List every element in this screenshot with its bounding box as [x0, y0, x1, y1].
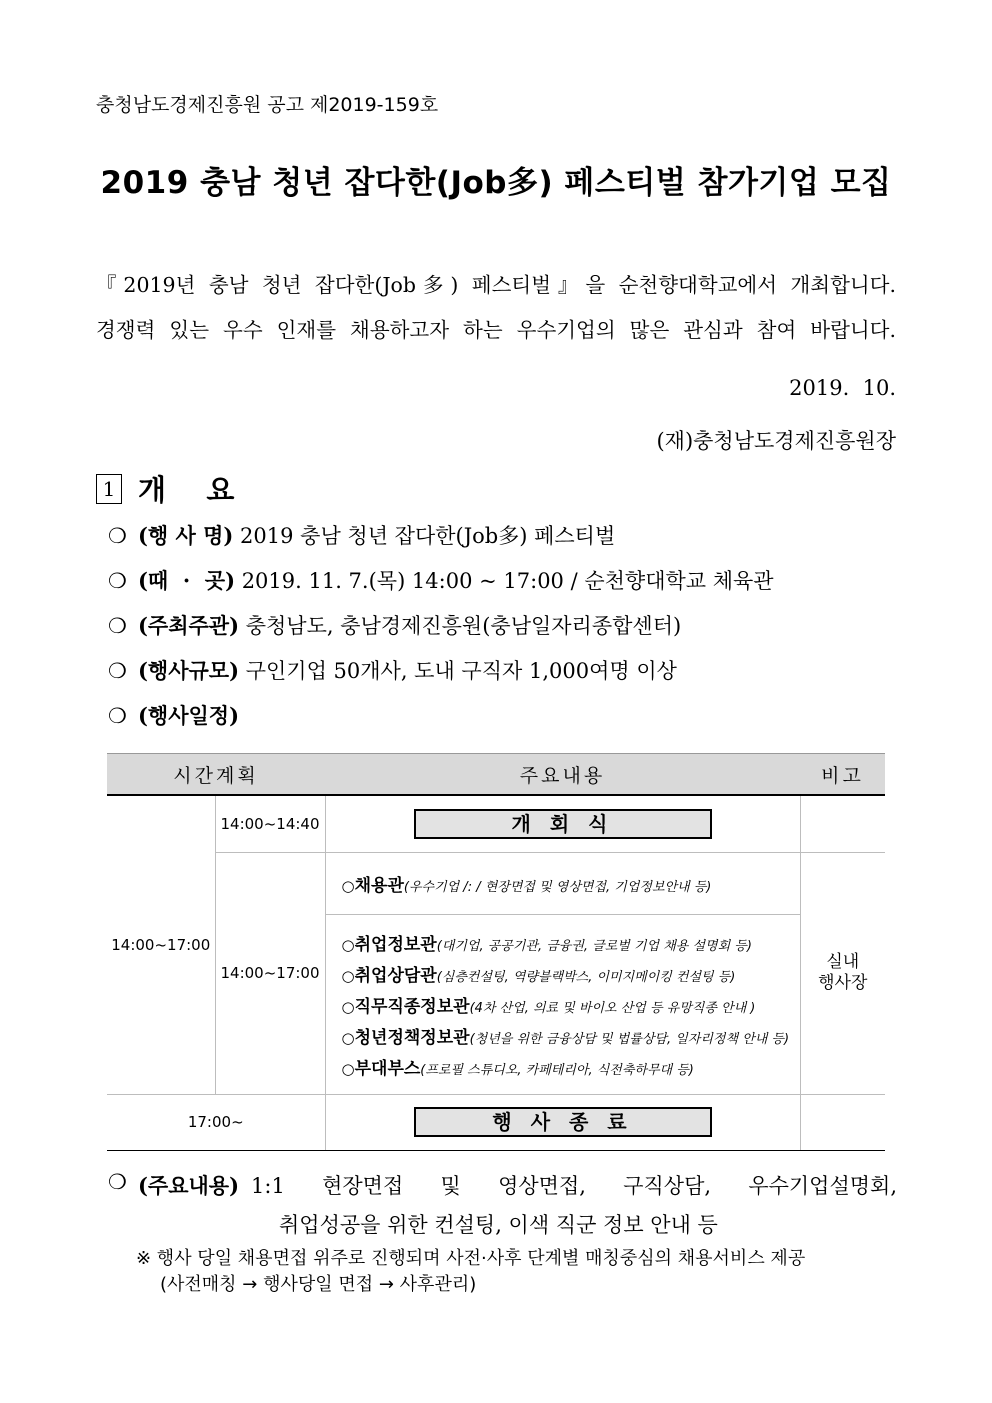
list-item [342, 1054, 799, 1079]
closing-time: 17:00~ [107, 1094, 325, 1150]
hall-name: 청년정책정보관 [354, 1027, 470, 1048]
page-title: 2019 충남 청년 잡다한(Job多) 페스티벌 참가기업 모집 [100, 165, 892, 201]
list-item [342, 961, 799, 986]
notice-number: 충청남도경제진흥원 공고 제2019-159호 [96, 94, 439, 116]
hall-desc: (심층컨설팅, 역량블랙박스, 이미지메이킹 컨설팅 등) [436, 969, 736, 985]
header-note: 비고 [800, 754, 885, 796]
bullet-icon: ❍ [108, 524, 127, 548]
item-value: 구인기업 50개사, 도내 구직자 1,000여명 이상 [245, 659, 677, 683]
list-item [108, 655, 677, 685]
header-time: 시간계획 [107, 754, 325, 796]
closing-label: 행 사 종 료 [414, 1107, 712, 1137]
main-content-text-1: 1:1 현장면접 및 영상면접, 구직상담, 우수기업설명회, [251, 1174, 897, 1198]
item-value: 2019. 11. 7.(목) 14:00 ~ 17:00 / 순천향대학교 체육관 [241, 569, 774, 593]
bullet-icon: ❍ [108, 704, 127, 728]
table-header-row [107, 754, 885, 796]
opening-note [800, 795, 885, 852]
bullet-icon: ❍ [108, 659, 127, 683]
hall-desc: (4차 산업, 의료 및 바이오 산업 등 유망직종 안내 ) [469, 1000, 756, 1016]
table-row [107, 852, 885, 914]
item-label: (주최주관) [138, 613, 240, 638]
item-value: 2019 충남 청년 잡다한(Job多) 페스티벌 [240, 524, 616, 548]
hall-bullet-icon: ○ [341, 935, 355, 954]
hall-desc: (우수기업 /: / 현장면접 및 영상면접, 기업정보안내 등) [403, 879, 712, 895]
table-row [107, 1094, 885, 1150]
closing-cell [325, 1094, 800, 1150]
hall-name: 취업정보관 [354, 934, 437, 955]
halls-cell [325, 914, 800, 1094]
list-item [108, 565, 774, 595]
hall-bullet-icon: ○ [341, 1028, 355, 1047]
bullet-icon: ❍ [108, 614, 127, 638]
hall-bullet-icon: ○ [341, 966, 355, 985]
list-item [108, 520, 615, 550]
intro-line-1: 『2019년 충남 청년 잡다한(Job多) 페스티벌』을 순천향대학교에서 개최합니다. [96, 273, 896, 297]
item-label: (행 사 명) [138, 523, 234, 548]
bullet-icon: ❍ [108, 1170, 127, 1194]
hall-desc: (청년을 위한 금융상담 및 법률상담, 일자리정책 안내 등) [469, 1031, 790, 1047]
list-item [108, 700, 239, 730]
hall-name: 부대부스 [354, 1058, 421, 1079]
section-number: 1 [96, 474, 122, 504]
hall-name: 취업상담관 [354, 965, 437, 986]
main-content-label: (주요내용) [138, 1173, 240, 1198]
item-label: (행사일정) [138, 703, 240, 728]
opening-time: 14:00~14:40 [215, 795, 325, 852]
list-item [342, 992, 799, 1017]
hall-name: 직무직종정보관 [354, 996, 470, 1017]
section-title: 개 요 [138, 473, 235, 507]
halls-time: 14:00~17:00 [215, 852, 325, 1094]
main-content-text-2: 취업성공을 위한 컨설팅, 이색 직군 정보 안내 등 [279, 1213, 718, 1237]
hall-bullet-icon: ○ [341, 876, 355, 895]
recruit-hall-cell [325, 852, 800, 914]
closing-note [800, 1094, 885, 1150]
document-date: 2019. 10. [789, 376, 896, 400]
item-value: 충청남도, 충남경제진흥원(충남일자리종합센터) [245, 614, 682, 638]
hall-desc: (대기업, 공공기관, 금융권, 글로벌 기업 채용 설명회 등) [436, 938, 752, 954]
hall-name: 채용관 [354, 875, 404, 896]
opening-cell [325, 795, 800, 852]
list-item [342, 1023, 799, 1048]
list-item [342, 871, 799, 896]
hall-bullet-icon: ○ [341, 997, 355, 1016]
schedule-table [107, 753, 885, 1151]
hall-bullet-icon: ○ [341, 1059, 355, 1078]
venue-note [800, 852, 885, 1094]
list-item [342, 930, 799, 955]
bullet-icon: ❍ [108, 569, 127, 593]
footnote-line-1: ※ 행사 당일 채용면접 위주로 진행되며 사전·사후 단계별 매칭중심의 채용서비스 제공 [136, 1248, 806, 1269]
footnote-line-2: (사전매칭 → 행사당일 면접 → 사후관리) [160, 1274, 477, 1295]
opening-label: 개 회 식 [414, 809, 712, 839]
intro-line-2: 경쟁력 있는 우수 인재를 채용하고자 하는 우수기업의 많은 관심과 참여 바랍니다. [96, 318, 896, 342]
list-item [108, 610, 681, 640]
issuer: (재)충청남도경제진흥원장 [656, 429, 896, 453]
item-label: (행사규모) [138, 658, 240, 683]
overall-time: 14:00~17:00 [107, 795, 215, 1094]
hall-desc: (프로필 스튜디오, 카페테리아, 식전축하무대 등) [420, 1062, 694, 1078]
table-row [107, 795, 885, 852]
venue-note-text: 실내 행사장 [818, 952, 868, 993]
section-heading [96, 468, 234, 509]
item-label: (때 · 곳) [138, 568, 235, 593]
main-content-line-1 [108, 1170, 897, 1200]
header-content: 주요내용 [325, 754, 800, 796]
